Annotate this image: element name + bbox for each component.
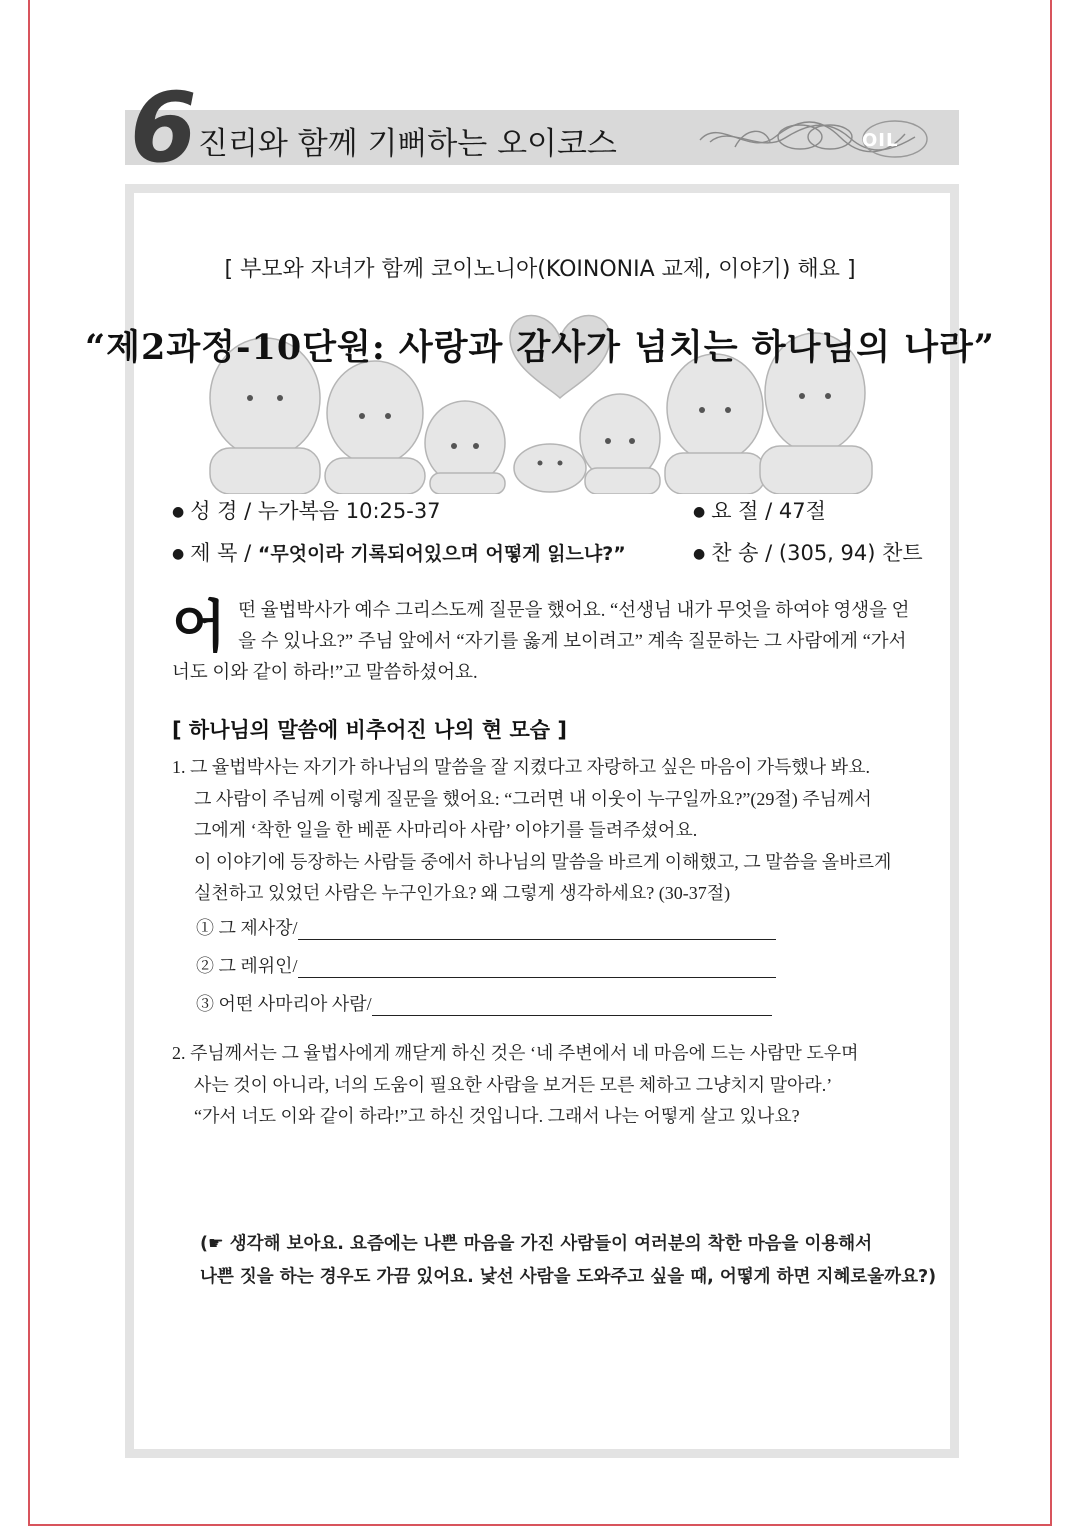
answer-priest xyxy=(196,914,776,940)
info-scripture xyxy=(172,495,441,525)
key-verse-label: 요 절 xyxy=(711,499,759,523)
intro-text: 떤 율법박사가 예수 그리스도께 질문을 했어요. “선생님 내가 무엇을 하여야 영생을 얻을 수 있나요?” 주님 앞에서 “자기를 옳게 보이려고” 계속 질문하는 그 사람에게 “가서 너도 이와 같이 하라!”고 말씀하셨어요. xyxy=(172,601,910,683)
answer-label: ② 그 레위인/ xyxy=(196,956,298,976)
section-heading: [ 하나님의 말씀에 비추어진 나의 현 모습 ] xyxy=(172,718,567,742)
note-line: 나쁜 짓을 하는 경우도 가끔 있어요. 낯선 사람을 도와주고 싶을 때, 어떻게 하면 지혜로울까요?) xyxy=(200,1267,937,1287)
question-2-line: 사는 것이 아니라, 너의 도움이 필요한 사람을 보거든 모른 체하고 그냥치지 말아라.’ xyxy=(194,1074,833,1095)
question-1-line: 그에게 ‘착한 일을 한 베푼 사마리아 사람’ 이야기를 들려주셨어요. xyxy=(194,820,698,840)
bullet-icon: ● xyxy=(172,504,185,520)
section-subtitle: [ 부모와 자녀가 함께 코이노니아(KOINONIA 교제, 이야기) 해요 ] xyxy=(224,257,856,282)
chapter-title: 진리와 함께 기뻐하는 오이코스 xyxy=(198,126,617,162)
scripture-value: 누가복음 10:25-37 xyxy=(257,499,441,523)
note-line: (☛ 생각해 보아요. 요즘에는 나쁜 마음을 가진 사람들이 여러분의 착한 마음을 이용해서 xyxy=(200,1234,873,1254)
info-topic xyxy=(172,537,626,567)
bullet-icon: ● xyxy=(172,546,185,562)
topic-value: “무엇이라 기록되어있으며 어떻게 읽느냐?” xyxy=(257,543,626,565)
lesson-title: “제2과정-10단원: 사랑과 감사가 넘치는 하나님의 나라” xyxy=(85,327,995,368)
answer-blank-line[interactable] xyxy=(372,995,772,1016)
answer-label: ① 그 제사장/ xyxy=(196,918,298,938)
question-1-line: 실천하고 있었던 사람은 누구인가요? 왜 그렇게 생각하세요? (30-37절) xyxy=(194,883,731,903)
answer-levite xyxy=(196,952,776,978)
separator: / xyxy=(237,541,258,565)
question-1 xyxy=(172,752,917,910)
answer-blank-line[interactable] xyxy=(298,957,776,978)
separator: / xyxy=(758,499,779,523)
reflection-note xyxy=(200,1228,937,1294)
intro-paragraph xyxy=(172,596,917,689)
scripture-label: 성 경 xyxy=(190,499,238,523)
topic-label: 제 목 xyxy=(190,541,238,565)
header-ornament-text: OIL xyxy=(862,130,899,151)
question-1-line: 1. 그 율법박사는 자기가 하나님의 말씀을 잘 지켰다고 자랑하고 싶은 마음이 가득했나 봐요. xyxy=(172,757,870,777)
chapter-number: 6 xyxy=(130,72,197,184)
key-verse-value: 47절 xyxy=(778,499,826,523)
answer-label: ③ 어떤 사마리아 사람/ xyxy=(196,994,372,1014)
answer-samaritan xyxy=(196,990,772,1016)
question-1-line: 그 사람이 주님께 이렇게 질문을 했어요: “그러면 내 이웃이 누구일까요?”(29절) 주님께서 xyxy=(194,788,872,809)
drop-cap: 어 xyxy=(172,595,227,660)
separator: / xyxy=(237,499,258,523)
question-2-line: 2. 주님께서는 그 율법사에게 깨닫게 하신 것은 ‘네 주변에서 네 마음에 드는 사람만 도우며 xyxy=(172,1043,859,1063)
question-1-line: 이 이야기에 등장하는 사람들 중에서 하나님의 말씀을 바르게 이해했고, 그 말씀을 올바르게 xyxy=(194,851,892,872)
bullet-icon: ● xyxy=(693,546,706,562)
info-hymn xyxy=(693,537,923,567)
answer-blank-line[interactable] xyxy=(298,919,776,940)
question-2 xyxy=(172,1038,917,1133)
separator: / xyxy=(758,541,779,565)
bullet-icon: ● xyxy=(693,504,706,520)
hymn-value: (305, 94) 찬트 xyxy=(778,541,923,565)
info-key-verse xyxy=(693,495,826,525)
hymn-label: 찬 송 xyxy=(711,541,759,565)
question-2-line: “가서 너도 이와 같이 하라!”고 하신 것입니다. 그래서 나는 어떻게 살고 있나요? xyxy=(194,1106,800,1126)
